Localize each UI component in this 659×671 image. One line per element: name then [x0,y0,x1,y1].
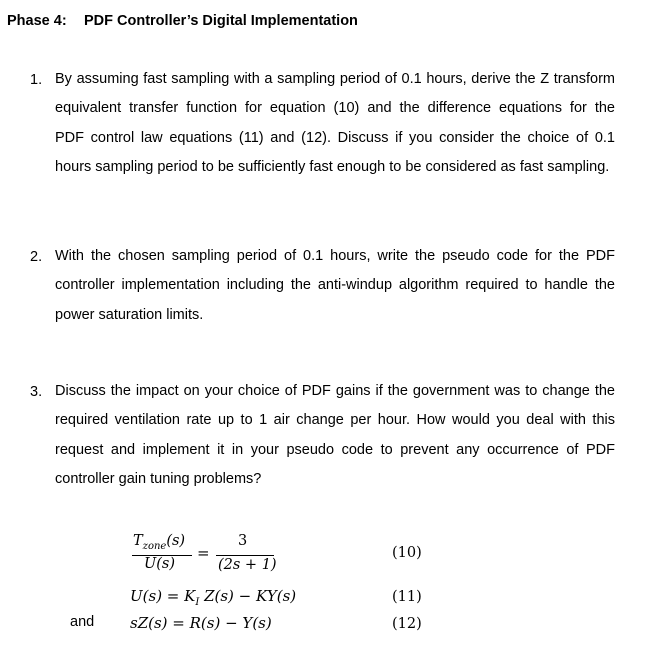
question-2-body [55,242,615,330]
phase-label: Phase 4: [7,13,67,29]
eq10-rhs-fraction-bar [216,555,274,556]
question-3-line-1: Discuss the impact on your choice of PDF gains if the government was to change the [55,383,615,399]
eq10-lhs-arg: (s) [166,533,186,549]
eq11-part-a: U(s) = K [130,587,196,605]
eq11-part-b: Z(s) − KY(s) [199,587,297,605]
question-2-line-1: With the chosen sampling period of 0.1 hours, write the pseudo code for the PDF [55,248,615,264]
question-1-line-3: PDF control law equations (11) and (12). Discuss if you consider the choice of 0.1 [55,129,615,146]
question-3-line-4: controller gain tuning problems? [55,470,262,487]
eq10-number: (10) [392,545,422,561]
question-2-line-3: power saturation limits. [55,306,204,323]
eq10-subscript: zone [142,540,167,552]
question-3-line-3: request and implement it in your pseudo code to prevent any occurrence of PDF [55,441,615,458]
eq10-lhs-denominator: U(s) [144,556,175,572]
question-1-line-1: By assuming fast sampling with a sampling period of 0.1 hours, derive the Z transform [55,71,615,87]
question-3-body [55,377,615,494]
phase-title: PDF Controller’s Digital Implementation [84,13,358,29]
question-1-body [55,65,615,182]
question-2-number: 2. [30,249,43,265]
eq12-connector: and [70,614,95,630]
eq11-expression [130,587,296,608]
question-1-number: 1. [30,72,43,88]
eq10-equals: = [197,544,210,562]
question-1-line-2: equivalent transfer function for equation (10) and the difference equations for the [55,100,615,117]
question-1-line-4: hours sampling period to be sufficiently fast enough to be considered as fast sampling. [55,158,610,175]
eq11-subscript: I [195,597,200,608]
question-3-number: 3. [30,384,43,400]
eq10-rhs-denominator: (2s + 1) [218,557,277,573]
eq12-expression: sZ(s) = R(s) − Y(s) [130,614,272,632]
eq10-rhs-numerator: 3 [238,533,248,549]
eq12-number: (12) [392,616,422,632]
eq10-lhs-numerator [133,533,185,552]
eq11-number: (11) [392,589,422,605]
eq10-T: T [133,533,143,549]
question-2-line-2: controller implementation including the anti-windup algorithm required to handle the [55,277,615,294]
question-3-line-2: required ventilation rate up to 1 air change per hour. How would you deal with this [55,412,615,429]
